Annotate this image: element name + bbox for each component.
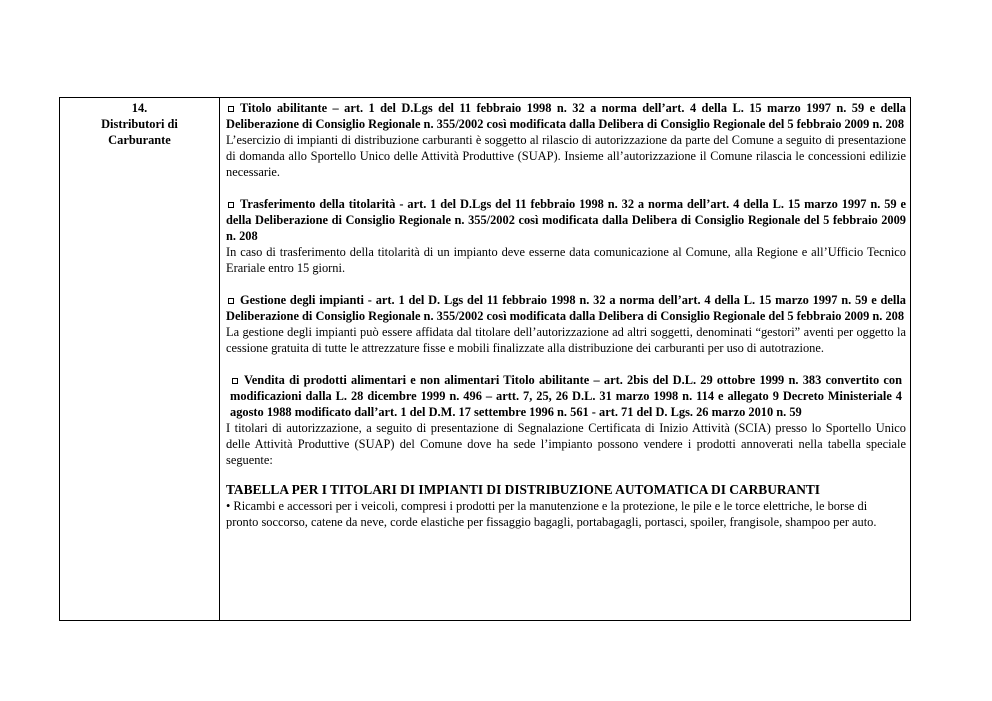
- checkbox-bullet-icon: [228, 106, 234, 112]
- section-text: L’esercizio di impianti di distribuzione carburanti è soggetto al rilascio di autorizzazione da parte del Comune a seguito di presentazione di domanda allo Sportello Unico delle Attività Produttive (SUAP). Insieme all’autorizzazione il Comune rilascia le concessioni edilizie necessarie.: [226, 133, 906, 179]
- section-titolo-abilitante: [226, 100, 906, 180]
- checkbox-bullet-icon: [228, 202, 234, 208]
- content-cell: [220, 98, 910, 620]
- section-text: La gestione degli impianti può essere affidata dal titolare dell’autorizzazione ad altri soggetti, denominati “gestori” aventi per oggetto la cessione gratuita di tutte le attrezzature fisse e mobili finalizzate alla distribuzione dei carburanti per uso di autotrazione.: [226, 325, 906, 355]
- section-heading: Trasferimento della titolarità - art. 1 del D.Lgs del 11 febbraio 1998 n. 32 a norma dell’art. 4 della L. 15 marzo 1997 n. 59 e della Deliberazione di Consiglio Regionale n. 355/2002 così modificata dalla Delibera di Consiglio Regionale del 5 febbraio 2009 n. 208: [226, 197, 906, 243]
- section-gestione: [226, 292, 906, 356]
- checkbox-bullet-icon: [232, 378, 238, 384]
- category-title-line1: Distributori di: [101, 117, 178, 131]
- section-heading: Vendita di prodotti alimentari e non alimentari Titolo abilitante – art. 2bis del D.L. 29 ottobre 1999 n. 383 convertito con modificazioni dalla L. 28 dicembre 1999 n. 496 – artt. 7, 25, 26 D.L. 31 marzo 1998 n. 114 e allegato 9 Decreto Ministeriale 4 agosto 1988 modificato dall’art. 1 del D.M. 17 settembre 1996 n. 561 - art. 71 del D. Lgs. 26 marzo 2010 n. 59: [230, 373, 902, 419]
- regulation-table: [59, 97, 911, 621]
- section-heading: Titolo abilitante – art. 1 del D.Lgs del 11 febbraio 1998 n. 32 a norma dell’art. 4 della L. 15 marzo 1997 n. 59 e della Deliberazione di Consiglio Regionale n. 355/2002 così modificata dalla Delibera di Consiglio Regionale del 5 febbraio 2009 n. 208: [226, 101, 906, 131]
- section-text: In caso di trasferimento della titolarità di un impianto deve esserne data comunicazione al Comune, alla Regione e all’Ufficio Tecnico Erariale entro 15 giorni.: [226, 245, 906, 275]
- checkbox-bullet-icon: [228, 298, 234, 304]
- list-item: • Ricambi e accessori per i veicoli, compresi i prodotti per la manutenzione e la protezione, le pile e le torce elettriche, le borse di pronto soccorso, catene da neve, corde elastiche per fissaggio bagagli, portabagagli, portasci, spoiler, frangisole, shampoo per auto.: [226, 499, 877, 529]
- section-trasferimento: [226, 196, 906, 276]
- category-number: 14.: [131, 101, 148, 115]
- category-title-line2: Carburante: [108, 133, 171, 147]
- section-heading: Gestione degli impianti - art. 1 del D. Lgs del 11 febbraio 1998 n. 32 a norma dell’art. 4 della L. 15 marzo 1997 n. 59 e della Deliberazione di Consiglio Regionale n. 355/2002 così modificata dalla Delibera di Consiglio Regionale del 5 febbraio 2009 n. 208: [226, 293, 906, 323]
- category-cell: [60, 98, 220, 620]
- section-text: I titolari di autorizzazione, a seguito di presentazione di Segnalazione Certificata di Inizio Attività (SCIA) presso lo Sportello Unico delle Attività Produttive (SUAP) del Comune dove ha sede l’impianto possono vendere i prodotti annoverati nella tabella speciale seguente:: [226, 421, 906, 467]
- special-table-title: TABELLA PER I TITOLARI DI IMPIANTI DI DISTRIBUZIONE AUTOMATICA DI CARBURANTI: [226, 482, 821, 497]
- section-vendita: [226, 372, 906, 468]
